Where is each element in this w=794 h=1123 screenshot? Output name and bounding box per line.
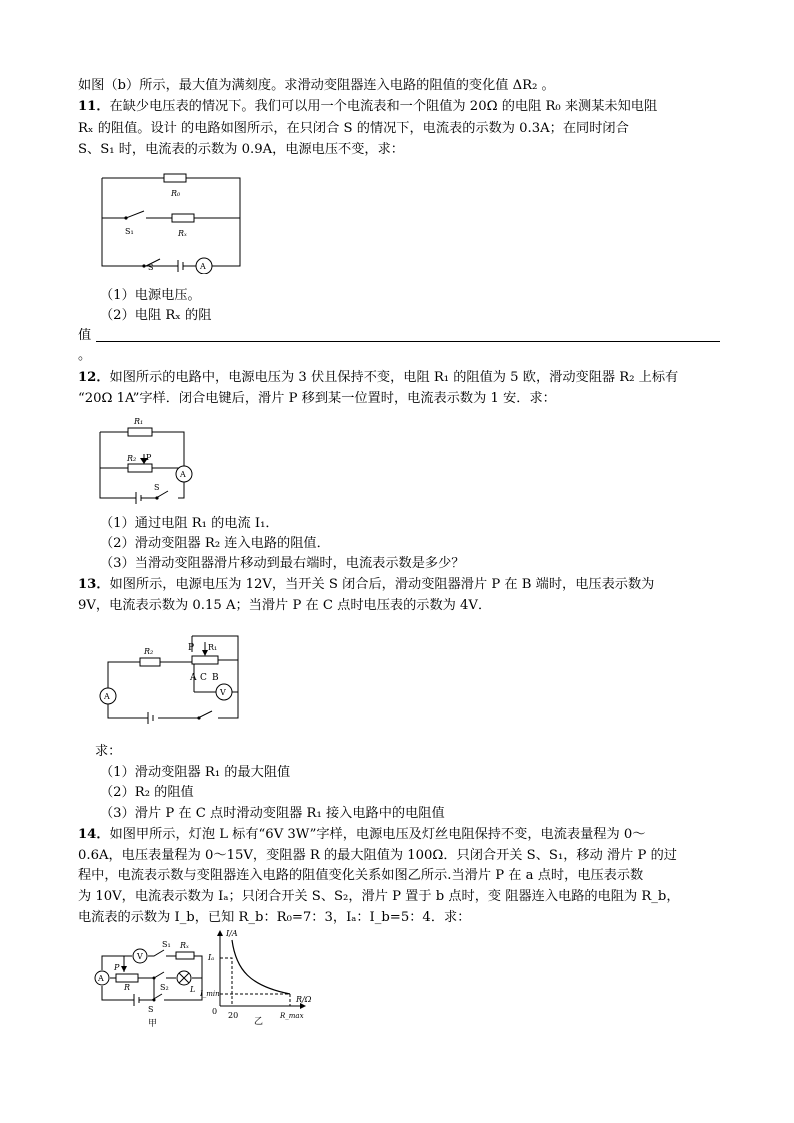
figure-caption-yi: 乙 bbox=[254, 1017, 264, 1026]
label-s: S bbox=[148, 1005, 154, 1014]
question-number: 11． bbox=[78, 99, 110, 114]
label-s2: S₂ bbox=[160, 983, 169, 992]
label-s1: S₁ bbox=[125, 227, 134, 236]
question-14-line-1 bbox=[78, 826, 645, 844]
sub-question: （3）滑片 P 在 C 点时滑动变阻器 R₁ 接入电路中的电阻值 bbox=[100, 806, 445, 821]
question-number: 12． bbox=[78, 370, 110, 385]
label-r2: R₂ bbox=[127, 454, 137, 463]
sub-question: （2）滑动变阻器 R₂ 连入电路的阻值． bbox=[100, 536, 330, 551]
answer-underline bbox=[96, 341, 720, 342]
label-rx: Rₓ bbox=[178, 229, 187, 238]
ammeter-label: A bbox=[104, 692, 110, 701]
label-p: P bbox=[146, 453, 152, 462]
circuit-diagram-q12 bbox=[94, 414, 198, 506]
voltmeter-label: V bbox=[137, 952, 143, 961]
circuit-diagram-q13 bbox=[94, 626, 246, 730]
sub-question: （1）电源电压。 bbox=[100, 288, 201, 303]
text-line: 为 10V，电流表示数为 Iₐ；只闭合开关 S、S₂，滑片 P 置于 b 点时，变 阻器连入电路的电阻为 R_b， bbox=[78, 889, 680, 904]
ammeter-label: A bbox=[98, 974, 104, 983]
text-line: 求： bbox=[95, 744, 122, 759]
x-axis-label: R/Ω bbox=[296, 995, 312, 1004]
label-rx: Rₓ bbox=[180, 941, 189, 950]
circuit-diagram-q11 bbox=[94, 170, 254, 274]
sub-question: （1）通过电阻 R₁ 的电流 I₁． bbox=[100, 516, 279, 531]
text-line: 。 bbox=[78, 348, 92, 363]
text-line: “20Ω 1A”字样．闭合电键后，滑片 P 移到某一位置时，电流表示数为 1 安．求： bbox=[78, 391, 556, 406]
label-s: S bbox=[148, 263, 154, 272]
voltmeter-label: V bbox=[220, 688, 226, 697]
label-s1: S₁ bbox=[162, 940, 171, 949]
question-12-line-1 bbox=[78, 369, 678, 387]
ammeter-label: A bbox=[180, 470, 186, 479]
sub-question: （2）R₂ 的阻值 bbox=[100, 785, 194, 800]
y-axis-label: I/A bbox=[226, 929, 238, 938]
label-c-point: C bbox=[200, 673, 207, 683]
label-rmax: R_max bbox=[280, 1012, 304, 1020]
text-line: 0.6A，电压表量程为 0～15V，变阻器 R 的最大阻值为 100Ω．只闭合开关 S、S₁，移动 滑片 P 的过 bbox=[78, 848, 677, 863]
label-r0: R₀ bbox=[171, 189, 181, 198]
text-line: 如图所示的电路中，电源电压为 3 伏且保持不变，电阻 R₁ 的阻值为 5 欧，滑动变阻器 R₂ 上标有 bbox=[109, 370, 679, 385]
text-line: 程中，电流表示数与变阻器连入电路的阻值变化关系如图乙所示.当滑片 P 在 a 点时，电压表示数 bbox=[78, 868, 644, 883]
question-13-line-1 bbox=[78, 576, 654, 594]
text-line: 9V，电流表示数为 0.15 A；当滑片 P 在 C 点时电压表的示数为 4V． bbox=[78, 598, 492, 613]
label-l: L bbox=[190, 985, 196, 994]
text-line: S、S₁ 时，电流表的示数为 0.9A，电源电压不变，求： bbox=[78, 142, 404, 157]
label-p: P bbox=[188, 643, 195, 653]
text-line: 电流表的示数为 I_b，已知 R_b：R₀=7：3，Iₐ：I_b=5：4．求： bbox=[78, 910, 471, 925]
text-line: 如图所示，电源电压为 12V，当开关 S 闭合后，滑动变阻器滑片 P 在 B 端时，电压表示数为 bbox=[109, 577, 655, 592]
sub-question: （2）电阻 Rₓ 的阻 bbox=[100, 308, 212, 323]
label-r1: R₁ bbox=[208, 643, 218, 652]
text-line: Rₓ 的阻值。设计 的电路如图所示，在只闭合 S 的情况下，电流表的示数为 0.3A；在同时闭合 bbox=[78, 121, 629, 136]
label-r1: R₁ bbox=[134, 417, 144, 426]
label-r: R bbox=[124, 983, 131, 992]
question-11-line-1 bbox=[78, 98, 657, 116]
text-line: 在缺少电压表的情况下。我们可以用一个电流表和一个阻值为 20Ω 的电阻 R₀ 来测某未知电阻 bbox=[109, 99, 658, 114]
label-p: P bbox=[114, 963, 120, 972]
text-line: 如图甲所示，灯泡 L 标有“6V 3W”字样，电源电压及灯丝电阻保持不变，电流表量程为 0～ bbox=[109, 827, 646, 842]
text-line: 如图（b）所示，最大值为满刻度。求滑动变阻器连入电路的阻值的变化值 ΔR₂ 。 bbox=[78, 78, 555, 93]
origin-label: 0 bbox=[212, 1007, 218, 1016]
label-ia: Iₐ bbox=[208, 953, 215, 962]
graph-q14-yi bbox=[200, 926, 324, 1026]
figure-caption-jia: 甲 bbox=[148, 1019, 158, 1029]
text-line: 值 bbox=[78, 328, 92, 343]
sub-question: （3）当滑动变阻器滑片移动到最右端时，电流表示数是多少？ bbox=[100, 556, 465, 571]
question-number: 13． bbox=[78, 577, 110, 592]
label-a-point: A bbox=[190, 673, 197, 683]
sub-question: （1）滑动变阻器 R₁ 的最大阻值 bbox=[100, 765, 291, 780]
circuit-diagram-q14-jia bbox=[94, 934, 210, 1034]
label-r2: R₂ bbox=[144, 647, 154, 656]
label-s: S bbox=[154, 483, 160, 492]
label-imin: I_min bbox=[200, 990, 220, 998]
question-number: 14． bbox=[78, 827, 110, 842]
ammeter-label: A bbox=[200, 262, 206, 271]
tick-label-20: 20 bbox=[228, 1011, 239, 1020]
label-b-point: B bbox=[212, 673, 219, 683]
